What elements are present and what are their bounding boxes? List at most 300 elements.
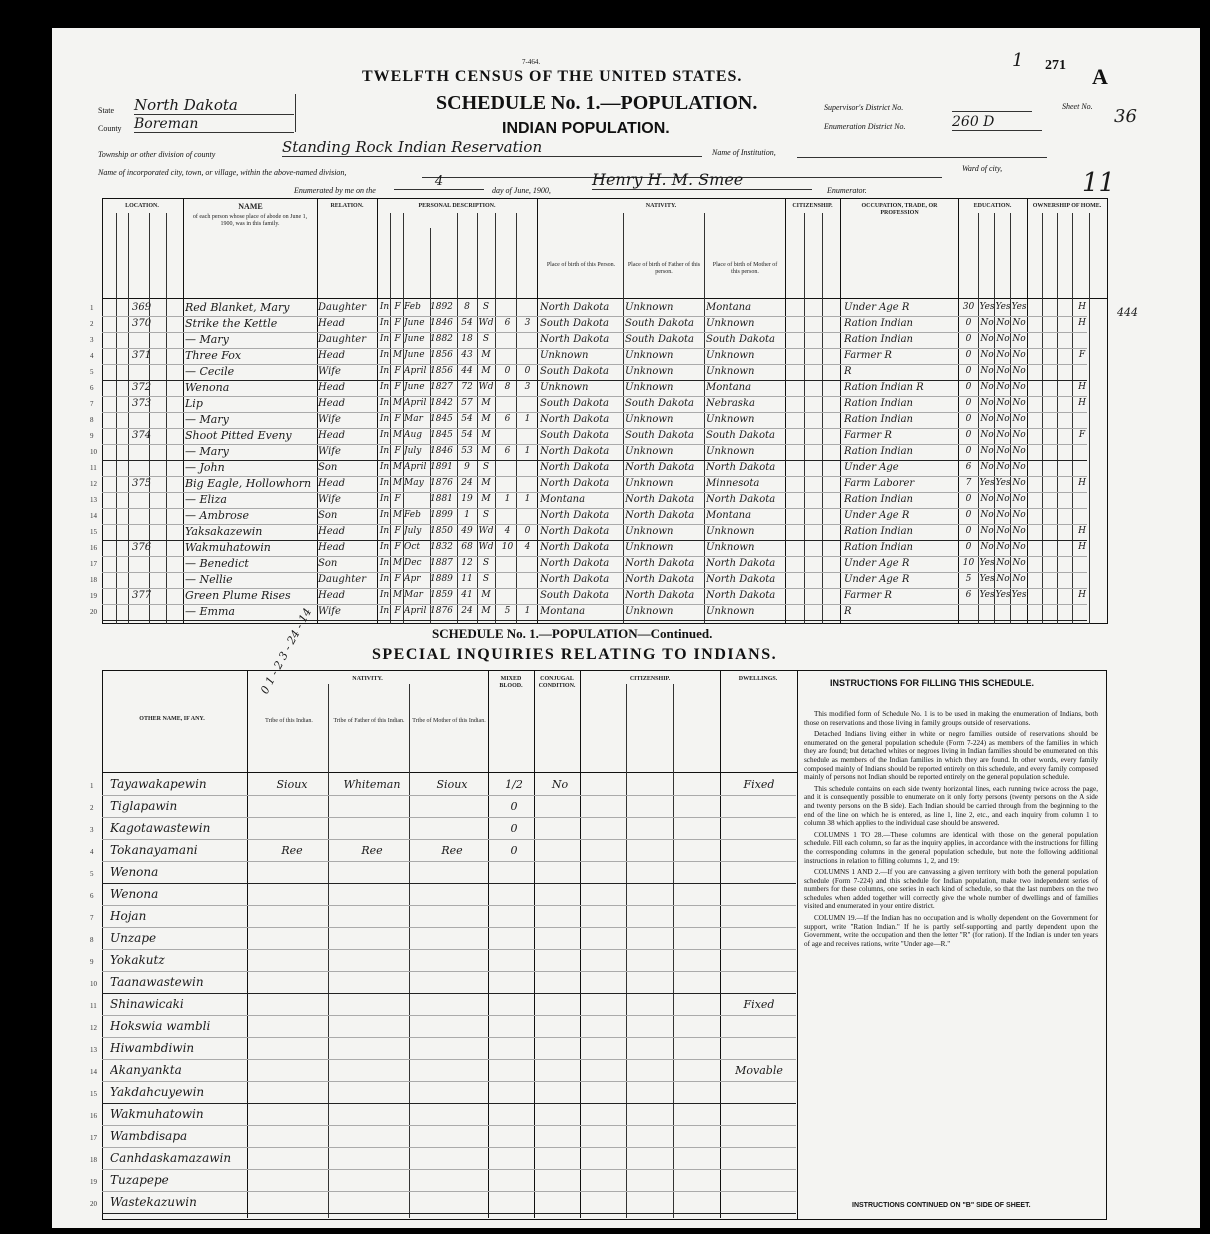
enumerated-label: Enumerated by me on the (294, 186, 376, 195)
sex: M (392, 462, 403, 472)
can-read: Yes (979, 558, 995, 568)
hdr-occupation: OCCUPATION, TRADE, OR PROFESSION (861, 203, 938, 216)
birthplace-mother: South Dakota (706, 430, 775, 441)
birthplace-father: Unknown (625, 542, 674, 553)
birthplace-mother: Nebraska (706, 398, 755, 409)
census-row (90, 460, 1087, 477)
relation: Son (318, 558, 338, 569)
hdr-location: LOCATION. (125, 203, 159, 209)
month-text: day of June, 1900, (492, 186, 551, 195)
relation: Head (318, 382, 346, 393)
birthplace-father: North Dakota (625, 574, 695, 585)
marital-status: M (481, 590, 491, 600)
sex: M (392, 430, 403, 440)
birth-year: 1845 (430, 430, 453, 440)
birth-year: 1882 (430, 334, 453, 344)
birthplace-father: North Dakota (625, 510, 695, 521)
can-read: No (980, 462, 994, 472)
margin-mark: 11 (1082, 168, 1116, 198)
relation: Head (318, 542, 346, 553)
birthplace-father: South Dakota (625, 398, 694, 409)
other-name: Tuzapepe (110, 1173, 169, 1187)
sex: M (392, 350, 403, 360)
instructions-body (804, 710, 1098, 951)
instructions-paragraph: This modified form of Schedule No. 1 is to be used in making the enumeration of Indians, both those on reservations and those living in family groups outside of reservations. (804, 710, 1098, 727)
line-number: 2 (90, 804, 94, 812)
age: 11 (461, 574, 473, 584)
census-row (90, 364, 1087, 381)
relation: Head (318, 478, 346, 489)
birthplace-mother: Minnesota (706, 478, 760, 489)
color-race: In (379, 302, 390, 312)
supervisor-label: Supervisor's District No. (824, 103, 904, 112)
census-row (90, 348, 1087, 365)
relation: Wife (318, 606, 341, 617)
sex: F (394, 366, 401, 376)
other-name: Tiglapawin (110, 799, 178, 813)
speaks-english: No (1012, 350, 1026, 360)
birth-month: April (404, 606, 427, 616)
supervisor-line (952, 110, 1032, 112)
can-read: No (980, 446, 994, 456)
person-name: Red Blanket, Mary (185, 301, 290, 314)
months-school: 0 (965, 398, 972, 408)
inquiry-row (90, 1016, 796, 1038)
children-living: 1 (524, 446, 531, 456)
instructions-paragraph: This schedule contains on each side twenty horizontal lines, each running twice across the page, and it is consequently possible to enumerate on it only forty persons (twenty persons on the A side and twenty persons on the B side). Each Indian should be carried through from the beginning to the end of the line on which he is entered, as line 1, line 2, etc., and each inquiry from column 1 to column 38 which applies to the individual case should be answered. (804, 784, 1098, 828)
birthplace-father: North Dakota (625, 558, 695, 569)
color-race: In (379, 510, 390, 520)
dwelling-type: Fixed (743, 998, 775, 1011)
relation: Son (318, 462, 338, 473)
can-write: No (996, 526, 1010, 536)
children-born: 0 (504, 366, 511, 376)
home-tenure: F (1078, 430, 1086, 440)
census-row (90, 540, 1087, 557)
sheet-value: 36 (1114, 106, 1137, 127)
can-read: Yes (979, 590, 995, 600)
line-number: 5 (90, 368, 94, 376)
home-tenure: H (1078, 382, 1086, 392)
line-number: 13 (90, 1046, 97, 1054)
line-number: 19 (90, 592, 97, 600)
census-sheet (52, 28, 1200, 1228)
other-name: Yakdahcuyewin (110, 1085, 205, 1099)
dwelling-type: Fixed (743, 778, 775, 791)
can-read: Yes (979, 478, 995, 488)
birth-year: 1892 (430, 302, 453, 312)
polygamy: No (551, 778, 569, 791)
relation: Daughter (318, 574, 366, 585)
instructions-title: INSTRUCTIONS FOR FILLING THIS SCHEDULE. (830, 678, 1034, 688)
birthplace-person: North Dakota (540, 526, 610, 537)
line-number: 6 (90, 892, 94, 900)
enumeration-value: 260 D (952, 114, 1042, 131)
line-number: 12 (90, 1024, 97, 1032)
birthplace-mother: North Dakota (706, 590, 776, 601)
lower-hdr-conjugal: CONJUGAL CONDITION. (538, 676, 576, 689)
months-school: 0 (965, 430, 972, 440)
schedule-title: SCHEDULE No. 1.—POPULATION. (436, 92, 758, 114)
age: 53 (461, 446, 473, 456)
color-race: In (379, 606, 390, 616)
color-race: In (379, 414, 390, 424)
relation: Wife (318, 414, 341, 425)
instructions-footer: INSTRUCTIONS CONTINUED ON "B" SIDE OF SHEET. (852, 1202, 1031, 1209)
relation: Head (318, 590, 346, 601)
census-row (90, 428, 1087, 445)
line-number: 1 (90, 304, 94, 312)
census-row (90, 412, 1087, 429)
occupation: Ration Indian (844, 446, 913, 457)
occupation: Under Age R (844, 302, 910, 313)
birthplace-person: North Dakota (540, 334, 610, 345)
census-row (90, 572, 1087, 589)
marital-status: M (481, 494, 491, 504)
marital-status: Wd (478, 382, 494, 392)
instructions-paragraph: COLUMN 19.—If the Indian has no occupation and is wholly dependent on the Government for support, write "Ration Indian." If he is partly self-supporting and partly dependent upon the Government, write the occupation and then the letter "R" (for ration). If the Indian is under ten years of age and receives rations, write "Under age—R." (804, 914, 1098, 948)
children-living: 3 (524, 382, 531, 392)
lower-hdr-citizenship: CITIZENSHIP. (629, 676, 671, 682)
birthplace-father: Unknown (625, 478, 674, 489)
dwelling-number: 376 (132, 542, 152, 553)
lower-margin-note: 0 1 - 2 3 - 24 - 14 (258, 606, 315, 697)
months-school: 0 (965, 350, 972, 360)
speaks-english: No (1012, 542, 1026, 552)
birth-month: Apr (404, 574, 421, 584)
birthplace-person: North Dakota (540, 446, 610, 457)
color-race: In (379, 446, 390, 456)
person-name: Big Eagle, Hollowhorn (185, 477, 312, 490)
lower-rows (90, 774, 798, 1216)
lower-hdr-nativity: NATIVITY. (352, 676, 383, 682)
census-row (90, 556, 1087, 573)
occupation: R (844, 366, 852, 377)
person-name: Strike the Kettle (185, 317, 278, 330)
birth-month: June (404, 334, 425, 344)
speaks-english: No (1012, 494, 1026, 504)
sex: M (392, 478, 403, 488)
marital-status: S (482, 302, 490, 312)
home-tenure: H (1078, 542, 1086, 552)
can-read: No (980, 430, 994, 440)
can-read: No (980, 510, 994, 520)
hdr-relation: RELATION. (330, 203, 364, 209)
birth-month: April (404, 398, 427, 408)
occupation: Farmer R (844, 350, 892, 361)
census-row (90, 476, 1087, 493)
line-number: 3 (90, 336, 94, 344)
other-name: Hokswia wambli (110, 1019, 211, 1033)
sex: F (394, 526, 401, 536)
color-race: In (379, 366, 390, 376)
age: 8 (464, 302, 470, 312)
hdr-ownership: OWNERSHIP OF HOME. (1032, 203, 1102, 209)
birthplace-mother: Unknown (706, 526, 755, 537)
other-name: Wakmuhatowin (110, 1107, 204, 1121)
children-living: 3 (524, 318, 531, 328)
birthplace-father: North Dakota (625, 494, 695, 505)
birthplace-father: South Dakota (625, 430, 694, 441)
line-number: 10 (90, 980, 97, 988)
occupation: Farmer R (844, 590, 892, 601)
side-mark: A (1092, 64, 1108, 89)
can-write: No (996, 574, 1010, 584)
sex: M (392, 510, 403, 520)
census-row (90, 492, 1087, 509)
line-number: 9 (90, 432, 94, 440)
speaks-english: No (1012, 382, 1026, 392)
birthplace-mother: Montana (706, 382, 752, 393)
other-name: Shinawicaki (110, 997, 184, 1011)
inquiry-row (90, 862, 796, 884)
can-write: No (996, 494, 1010, 504)
person-name: — Mary (185, 445, 229, 458)
marital-status: Wd (478, 318, 494, 328)
line-number: 19 (90, 1178, 97, 1186)
color-race: In (379, 590, 390, 600)
other-name: Wambdisapa (110, 1129, 188, 1143)
speaks-english: No (1012, 414, 1026, 424)
age: 24 (461, 478, 473, 488)
birthplace-mother: Unknown (706, 366, 755, 377)
marital-status: M (481, 430, 491, 440)
lower-hdr-mixed: MIXED BLOOD. (499, 676, 523, 689)
sex: F (394, 574, 401, 584)
brace-left (295, 94, 296, 132)
person-name: — Cecile (185, 365, 235, 378)
line-number: 17 (90, 1134, 97, 1142)
person-name: Yaksakazewin (185, 525, 263, 538)
inquiry-row (90, 1082, 796, 1104)
birth-year: 1876 (430, 478, 453, 488)
line-number: 10 (90, 448, 97, 456)
line-number: 16 (90, 544, 97, 552)
color-race: In (379, 558, 390, 568)
months-school: 10 (962, 558, 975, 568)
birthplace-person: North Dakota (540, 302, 610, 313)
speaks-english: No (1012, 430, 1026, 440)
birth-year: 1856 (430, 366, 453, 376)
tribe-of-indian: Sioux (276, 778, 308, 791)
birthplace-mother: Montana (706, 302, 752, 313)
can-write: No (996, 510, 1010, 520)
tribe-of-mother: Sioux (436, 778, 468, 791)
other-name: Akanyankta (110, 1063, 182, 1077)
marital-status: M (481, 446, 491, 456)
inquiry-row (90, 1192, 796, 1214)
other-name: Yokakutz (110, 953, 165, 967)
birthplace-person: Montana (540, 606, 586, 617)
birthplace-person: North Dakota (540, 558, 610, 569)
lower-hdr-dwellings: DWELLINGS. (738, 676, 778, 682)
birthplace-father: South Dakota (625, 334, 694, 345)
home-tenure: H (1078, 526, 1086, 536)
state-value: North Dakota (134, 96, 294, 115)
home-tenure: H (1078, 398, 1086, 408)
other-name: Wastekazuwin (110, 1195, 197, 1209)
color-race: In (379, 478, 390, 488)
birthplace-father: Unknown (625, 446, 674, 457)
months-school: 0 (965, 334, 972, 344)
birthplace-mother: North Dakota (706, 558, 776, 569)
color-race: In (379, 318, 390, 328)
person-name: Green Plume Rises (185, 589, 291, 602)
birthplace-mother: Unknown (706, 414, 755, 425)
birth-year: 1850 (430, 526, 453, 536)
lower-title: SCHEDULE No. 1.—POPULATION—Continued. (432, 626, 713, 641)
age: 43 (461, 350, 473, 360)
age: 41 (461, 590, 473, 600)
children-living: 1 (524, 606, 531, 616)
occupation: Ration Indian R (844, 382, 924, 393)
line-number: 4 (90, 848, 94, 856)
sex: F (394, 606, 401, 616)
form-number: 7-464. (522, 58, 541, 66)
children-living: 0 (524, 526, 531, 536)
children-born: 4 (504, 526, 511, 536)
birthplace-father: Unknown (625, 606, 674, 617)
birthplace-person: South Dakota (540, 398, 609, 409)
occupation: Under Age R (844, 510, 910, 521)
other-name: Tokanayamani (110, 843, 198, 857)
birthplace-mother: Unknown (706, 318, 755, 329)
birthplace-father: Unknown (625, 302, 674, 313)
birth-month: April (404, 366, 427, 376)
person-name: — Nellie (185, 573, 233, 586)
birthplace-person: Montana (540, 494, 586, 505)
tribe-of-mother: Ree (441, 844, 463, 857)
census-row (90, 380, 1087, 397)
can-write: No (996, 350, 1010, 360)
sex: M (392, 590, 403, 600)
inquiry-row (90, 906, 796, 928)
occupation: Farmer R (844, 430, 892, 441)
birthplace-person: North Dakota (540, 414, 610, 425)
age: 9 (464, 462, 470, 472)
home-tenure: H (1078, 318, 1086, 328)
speaks-english: No (1012, 366, 1026, 376)
can-read: No (980, 318, 994, 328)
birth-month: April (404, 462, 427, 472)
sex: F (394, 414, 401, 424)
line-number: 16 (90, 1112, 97, 1120)
months-school: 7 (965, 478, 972, 488)
other-name: Wenona (110, 865, 159, 879)
can-write: No (996, 462, 1010, 472)
age: 49 (461, 526, 473, 536)
occupation: Ration Indian (844, 334, 913, 345)
birthplace-person: North Dakota (540, 574, 610, 585)
marital-status: S (482, 510, 490, 520)
township-label: Township or other division of county (98, 150, 216, 159)
birthplace-mother: Montana (706, 510, 752, 521)
birth-month: June (404, 382, 425, 392)
mixed-blood: 0 (510, 800, 518, 813)
line-number: 1 (90, 782, 94, 790)
relation: Head (318, 430, 346, 441)
inquiry-row (90, 774, 796, 796)
other-name: Canhdaskamazawin (110, 1151, 232, 1165)
lower-hdr-tribe-mother: Tribe of Mother of this Indian. (412, 718, 486, 724)
line-number: 3 (90, 826, 94, 834)
months-school: 0 (965, 318, 972, 328)
line-number: 2 (90, 320, 94, 328)
state-label: State (98, 106, 114, 115)
person-name: Wenona (185, 381, 230, 394)
color-race: In (379, 542, 390, 552)
person-name: Shoot Pitted Eveny (185, 429, 292, 442)
speaks-english: No (1012, 446, 1026, 456)
birthplace-person: North Dakota (540, 478, 610, 489)
birthplace-person: Unknown (540, 382, 589, 393)
line-number: 9 (90, 958, 94, 966)
dwelling-number: 375 (132, 478, 152, 489)
county-label: County (98, 124, 122, 133)
home-tenure: H (1078, 302, 1086, 312)
can-write: No (996, 398, 1010, 408)
color-race: In (379, 494, 390, 504)
birth-month: Oct (404, 542, 421, 552)
hdr-personal: PERSONAL DESCRIPTION. (418, 203, 496, 209)
marital-status: S (482, 558, 490, 568)
can-write: No (996, 446, 1010, 456)
hdr-birth-father: Place of birth of Father of this person. (627, 262, 701, 275)
speaks-english: No (1012, 526, 1026, 536)
birth-year: 1845 (430, 414, 453, 424)
dwelling-type: Movable (735, 1064, 783, 1077)
birthplace-person: South Dakota (540, 590, 609, 601)
instructions-paragraph: Detached Indians living either in white or negro families outside of reservations should be enumerated on the general population schedule (Form 7-224) as members of the families in which they are found; but detached whites or negroes living in Indian families should be enumerated on this schedule as members of the Indian families in which they are found. In other words, every family composed mainly of Indians should be reported entirely on this schedule, and every family composed mainly of persons not Indian should be reported entirely on the general population schedule. (804, 730, 1098, 782)
can-read: Yes (979, 574, 995, 584)
birth-month: July (404, 526, 422, 536)
dwelling-number: 377 (132, 590, 152, 601)
schedule-subtitle: INDIAN POPULATION. (502, 120, 670, 137)
enumeration-label: Enumeration District No. (824, 122, 906, 131)
enumerated-day: 4 (394, 174, 484, 190)
speaks-english: No (1012, 558, 1026, 568)
children-born: 1 (504, 494, 511, 504)
can-write: No (996, 558, 1010, 568)
occupation: Ration Indian (844, 318, 913, 329)
relation: Head (318, 526, 346, 537)
birthplace-person: North Dakota (540, 542, 610, 553)
census-row (90, 444, 1087, 461)
color-race: In (379, 350, 390, 360)
home-tenure: H (1078, 590, 1086, 600)
occupation: Under Age R (844, 574, 910, 585)
birth-year: 1846 (430, 446, 453, 456)
other-name: Kagotawastewin (110, 821, 211, 835)
can-write: Yes (995, 302, 1011, 312)
inquiry-row (90, 1104, 796, 1126)
color-race: In (379, 382, 390, 392)
lower-hdr-other: OTHER NAME, IF ANY. (139, 716, 205, 722)
person-name: — Benedict (185, 557, 249, 570)
marital-status: S (482, 334, 490, 344)
birth-month: June (404, 350, 425, 360)
can-read: No (980, 542, 994, 552)
birth-year: 1832 (430, 542, 453, 552)
sex: M (392, 558, 403, 568)
birthplace-person: North Dakota (540, 462, 610, 473)
census-row (90, 524, 1087, 541)
inquiry-row (90, 796, 796, 818)
person-name: — Emma (185, 605, 235, 618)
other-name: Taanawastewin (110, 975, 204, 989)
children-living: 1 (524, 414, 531, 424)
other-name: Hiwambdiwin (110, 1041, 195, 1055)
